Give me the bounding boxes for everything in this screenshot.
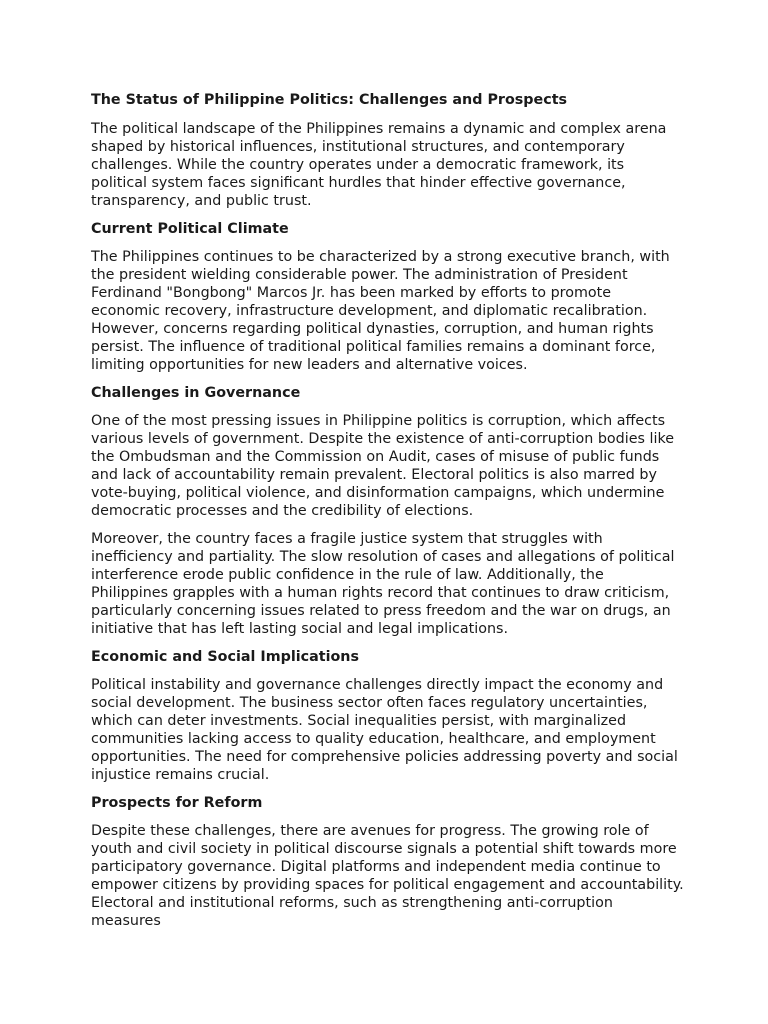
section-heading: Prospects for Reform: [91, 795, 263, 811]
section-heading: Economic and Social Implications: [91, 649, 359, 665]
intro-paragraph: The political landscape of the Philippines remains a dynamic and complex arena shaped by historical influences, institutional structures, and contemporary challenges. While the country operates under a democratic framework, its political system faces significant hurdles that hinder effective governance, transparency, and public trust.: [91, 121, 667, 209]
paragraph: The Philippines continues to be characterized by a strong executive branch, with the president wielding considerable power. The administration of President Ferdinand "Bongbong" Marcos Jr. has been marked by efforts to promote economic recovery, infrastructure development, and diplomatic recalibration. However, concerns regarding political dynasties, corruption, and human rights persist. The influence of traditional political families remains a dominant force, limiting opportunities for new leaders and alternative voices.: [91, 249, 670, 373]
section-prospects-for-reform: [91, 794, 684, 930]
paragraph: Political instability and governance challenges directly impact the economy and social development. The business sector often faces regulatory uncertainties, which can deter investments. Social inequalities persist, with marginalized communities lacking access to quality education, healthcare, and employment opportunities. The need for comprehensive policies addressing poverty and social injustice remains crucial.: [91, 677, 678, 783]
section-economic-and-social-implications: [91, 648, 684, 784]
section-current-political-climate: [91, 220, 684, 374]
section-challenges-in-governance: [91, 384, 684, 638]
paragraph: Moreover, the country faces a fragile justice system that struggles with inefficiency and partiality. The slow resolution of cases and allegations of political interference erode public confidence in the rule of law. Additionally, the Philippines grapples with a human rights record that continues to draw criticism, particularly concerning issues related to press freedom and the war on drugs, an initiative that has left lasting social and legal implications.: [91, 531, 675, 637]
paragraph: One of the most pressing issues in Philippine politics is corruption, which affects various levels of government. Despite the existence of anti-corruption bodies like the Ombudsman and the Commission on Audit, cases of misuse of public funds and lack of accountability remain prevalent. Electoral politics is also marred by vote-buying, political violence, and disinformation campaigns, which undermine democratic processes and the credibility of elections.: [91, 413, 675, 519]
section-heading: Challenges in Governance: [91, 385, 301, 401]
paragraph: Despite these challenges, there are avenues for progress. The growing role of youth and civil society in political discourse signals a potential shift towards more participatory governance. Digital platforms and independent media continue to empower citizens by providing spaces for political engagement and accountability. Electoral and institutional reforms, such as strengthening anti-corruption measures: [91, 823, 684, 929]
section-heading: Current Political Climate: [91, 221, 289, 237]
document-title: The Status of Philippine Politics: Challenges and Prospects: [91, 92, 568, 108]
